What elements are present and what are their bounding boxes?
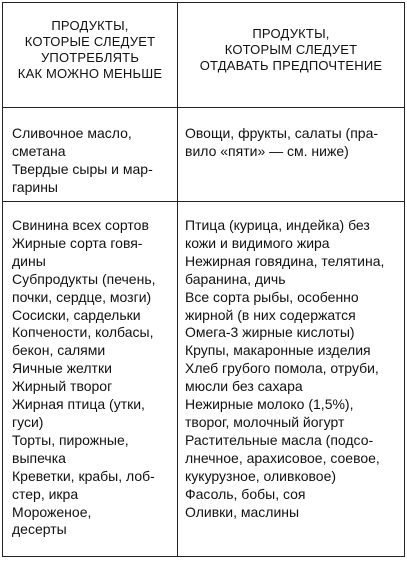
row1-left-line: Твердые сыры и мар- (12, 160, 153, 177)
header-divider (3, 107, 404, 108)
header-right-line: КОТОРЫМ СЛЕДУЕТ (224, 42, 358, 57)
row2-right-line: Нежирные молоко (1,5%), (185, 396, 354, 413)
row2-left-line: Креветки, крабы, лоб- (12, 467, 155, 484)
row2-left-line: Сосиски, сардельки (12, 306, 141, 323)
row2-left-line: Копчености, колбасы, (12, 324, 154, 341)
row2-right-line: жирной (в них содержатся (185, 306, 356, 323)
row2-right-line: кукурузное, оливковое) (185, 467, 337, 484)
row1-cell-left (12, 125, 174, 197)
row2-left-line: Яичные желтки (12, 360, 112, 377)
header-left-line: ПРОДУКТЫ, (51, 18, 129, 33)
header-left-line: КОТОРЫЕ СЛЕДУЕТ (24, 34, 156, 49)
row2-left-line: выпечка (12, 449, 66, 466)
row2-right-line: Все сорта рыбы, особенно (185, 288, 359, 305)
row2-left-line: стер, икра (12, 485, 79, 502)
row2-left-line: дины (12, 252, 46, 269)
row2-left-line: Свинина всех сортов (12, 217, 149, 233)
row2-right-line: мюсли без сахара (185, 378, 303, 395)
header-right-line: ПРОДУКТЫ, (252, 26, 330, 41)
row2-right-line: Фасоль, бобы, соя (185, 485, 306, 502)
row-divider (3, 201, 404, 202)
row2-left-line: почки, сердце, мозги) (12, 288, 152, 305)
header-right-line: ОТДАВАТЬ ПРЕДПОЧТЕНИЕ (199, 58, 383, 73)
header-cell-right (178, 26, 404, 74)
column-divider (177, 3, 178, 556)
row2-right-line: баранина, дичь (185, 270, 286, 287)
row1-right-line: Овощи, фрукты, салаты (пра- (185, 125, 379, 141)
row1-left-line: гарины (12, 178, 58, 195)
row2-cell-left (12, 217, 174, 539)
row2-right-line: творог, молочный йогурт (185, 413, 345, 430)
row2-right-line: Оливки, маслины (185, 503, 300, 520)
row2-right-line: Нежирная говядина, телятина, (185, 252, 385, 269)
row2-right-line: Растительные масла (подсо- (185, 431, 374, 448)
row2-left-line: Жирные сорта говя- (12, 234, 143, 251)
row2-left-line: Торты, пирожные, (12, 431, 129, 448)
header-left-line: КАК МОЖНО МЕНЬШЕ (17, 66, 163, 81)
header-left-line: УПОТРЕБЛЯТЬ (40, 50, 140, 65)
row2-right-line: Хлеб грубого помола, отруби, (185, 360, 379, 377)
row1-left-line: Сливочное масло, (12, 125, 132, 141)
row2-right-line: лнечное, арахисовое, соевое, (185, 449, 380, 466)
row2-left-line: Мороженое, (12, 503, 92, 520)
row2-right-line: Птица (курица, индейка) без (185, 217, 370, 233)
row2-right-line: кожи и видимого жира (185, 234, 330, 251)
row1-left-line: сметана (12, 142, 66, 159)
row2-left-line: десерты (12, 521, 67, 538)
row2-left-line: Субпродукты (печень, (12, 270, 156, 287)
row2-left-line: бекон, салями (12, 342, 106, 359)
row2-right-line: Крупы, макаронные изделия (185, 342, 371, 359)
header-cell-left (3, 18, 177, 82)
row2-left-line: Жирная птица (утки, (12, 396, 145, 413)
row1-cell-right (185, 125, 403, 161)
row2-left-line: гуси) (12, 413, 44, 430)
food-table (2, 2, 405, 557)
row2-right-line: Омега-3 жирные кислоты) (185, 324, 355, 341)
row1-right-line: вило «пяти» — см. ниже) (185, 142, 349, 159)
row2-cell-right (185, 217, 403, 521)
row2-left-line: Жирный творог (12, 378, 113, 395)
